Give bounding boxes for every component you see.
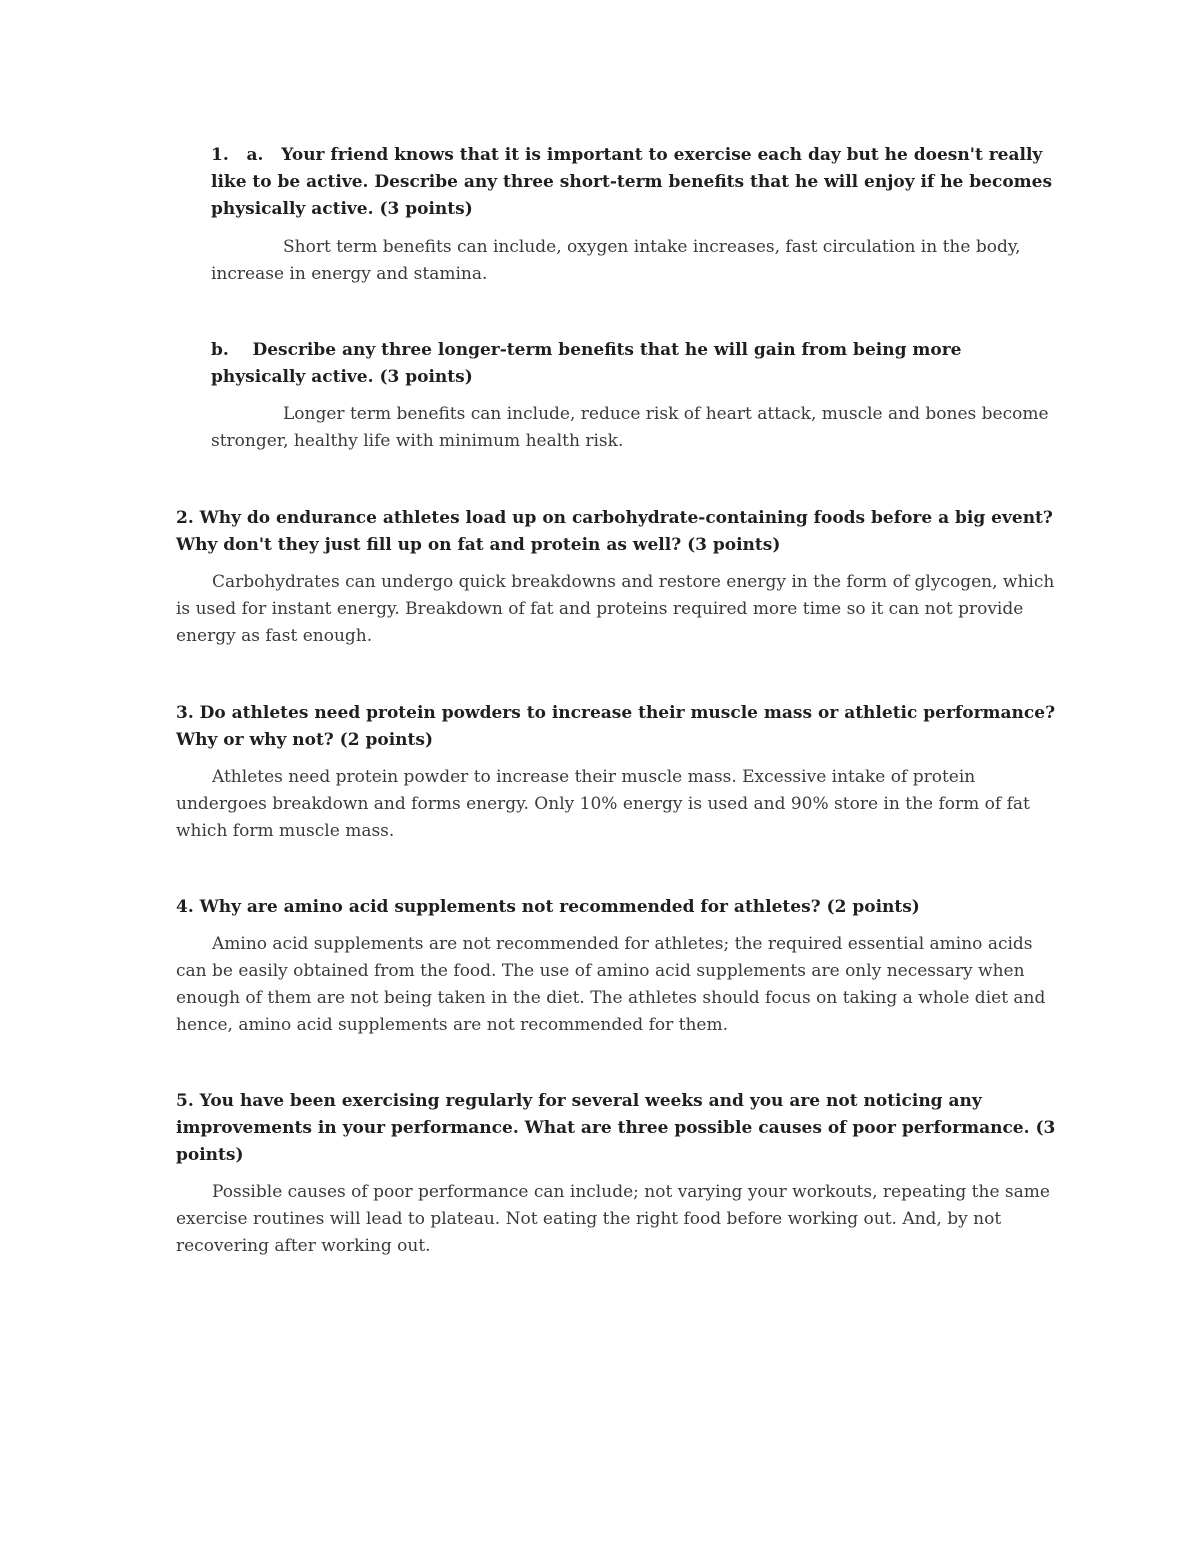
answer-1a: Short term benefits can include, oxygen intake increases, fast circulation in the body, increase in energy and stamina. [211,237,1021,284]
question-5: 5. You have been exercising regularly for several weeks and you are not noticing any improvements in your performance. What are three possible causes of poor performance. (3 points) [176,1091,1056,1165]
answer-1b: Longer term benefits can include, reduce risk of heart attack, muscle and bones become stronger, healthy life with minimum health risk. [211,404,1049,451]
question-3: 3. Do athletes need protein powders to increase their muscle mass or athletic performance? Why or why not? (2 points) [176,703,1056,750]
question-1b [211,337,1061,391]
question-1b-prefix: b. [211,340,229,360]
answer-4: Amino acid supplements are not recommended for athletes; the required essential amino acids can be easily obtained from the food. The use of amino acid supplements are only necessary when enough of them are not being taken in the diet. The athletes should focus on taking a whole diet and hence, amino acid supplements are not recommended for them. [176,934,1046,1035]
question-1a-prefix: 1. a. [211,145,264,165]
answer-3: Athletes need protein powder to increase their muscle mass. Excessive intake of protein undergoes breakdown and forms energy. Only 10% energy is used and 90% store in the form of fat which form muscle mass. [176,767,1030,841]
question-1b-text: Describe any three longer-term benefits that he will gain from being more physically active. (3 points) [211,340,962,387]
question-2: 2. Why do endurance athletes load up on carbohydrate-containing foods before a big event? Why don't they just fill up on fat and protein as well? (3 points) [176,508,1053,555]
question-4: 4. Why are amino acid supplements not recommended for athletes? (2 points) [176,897,920,917]
question-1a [211,142,1061,223]
question-1a-text: Your friend knows that it is important to exercise each day but he doesn't really like to be active. Describe any three short-term benefits that he will enjoy if he becomes physically active. (3 points) [211,145,1053,219]
answer-2: Carbohydrates can undergo quick breakdowns and restore energy in the form of glycogen, which is used for instant energy. Breakdown of fat and proteins required more time so it can not provide energy as fast enough. [176,572,1055,646]
answer-5: Possible causes of poor performance can include; not varying your workouts, repeating the same exercise routines will lead to plateau. Not eating the right food before working out. And, by not recovering after working out. [176,1182,1050,1256]
